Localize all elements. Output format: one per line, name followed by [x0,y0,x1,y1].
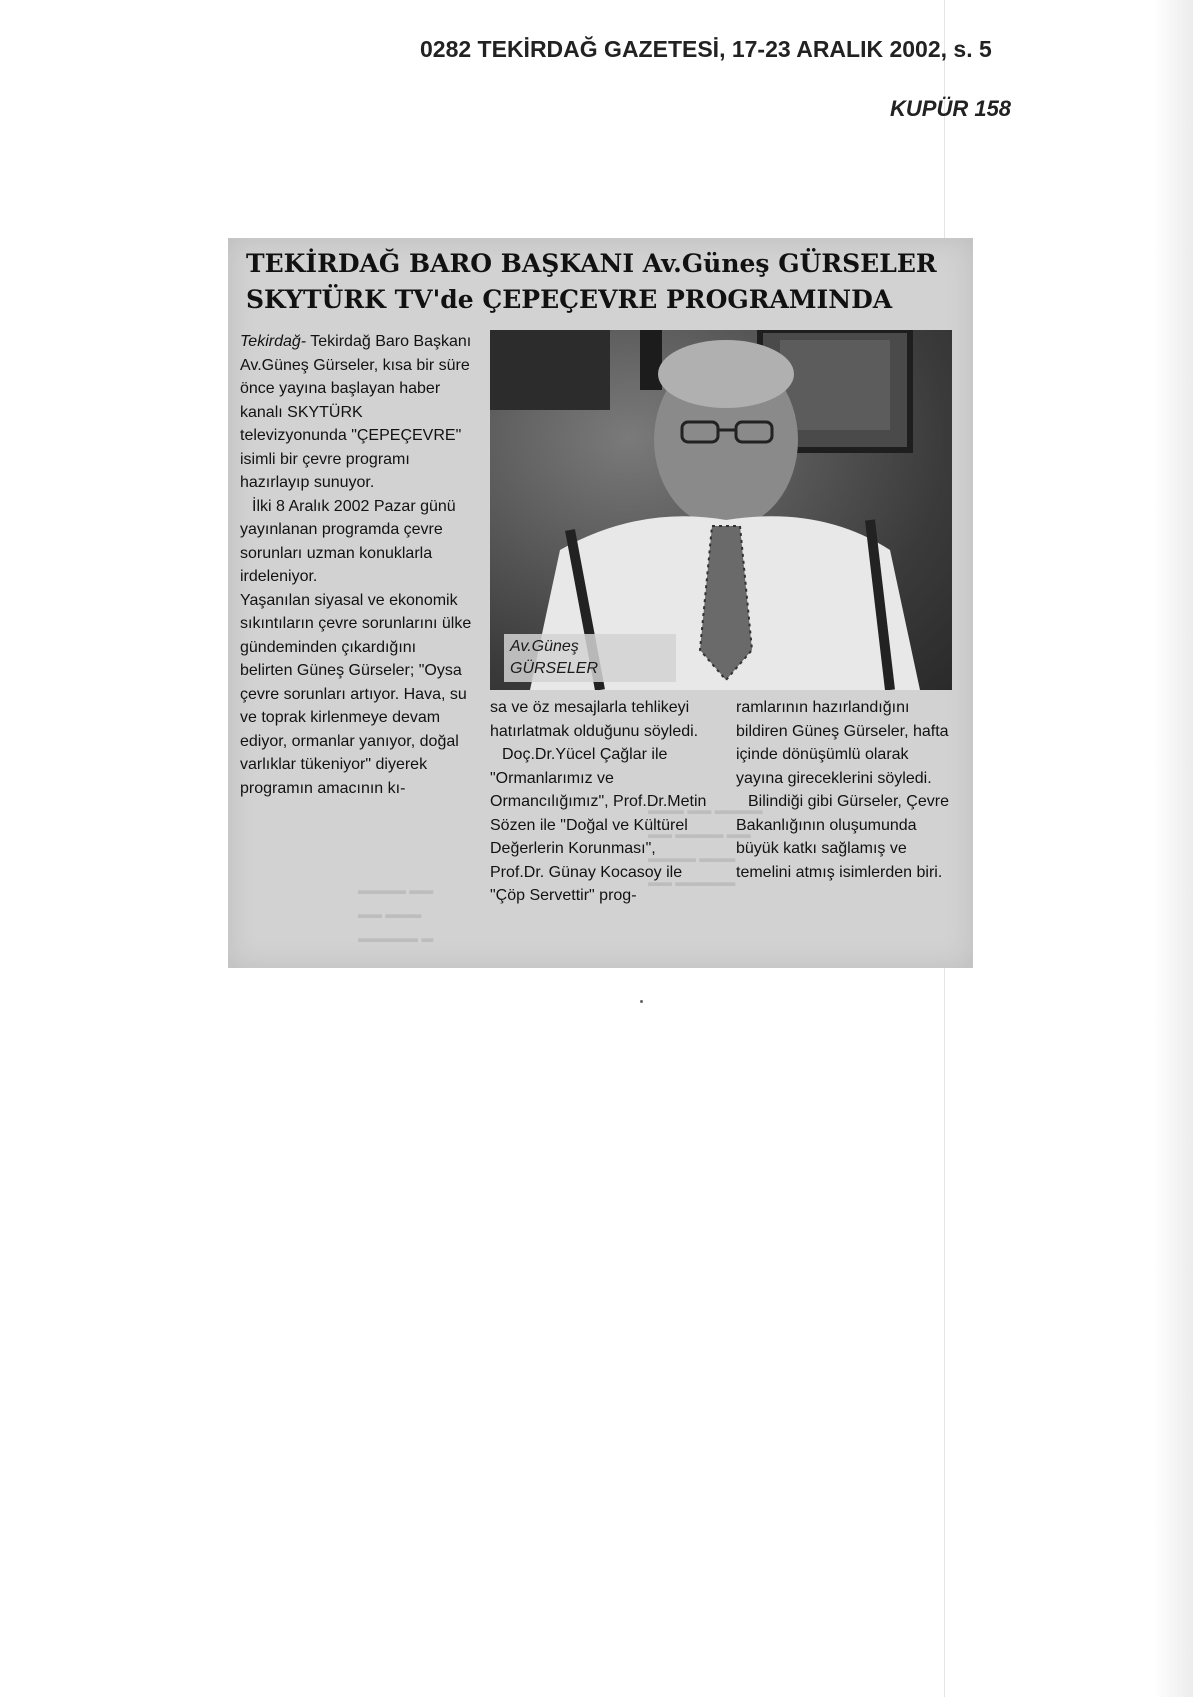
clipping-number: KUPÜR 158 [890,96,1012,121]
article-column-1 [240,330,472,800]
caption-name: GÜRSELER [510,660,599,677]
paragraph-first-broadcast: İlki 8 Aralık 2002 Pazar günü yayınlanan programda çevre sorunları uzman konuklarla irdeleniyor. [240,497,456,585]
paragraph-purpose: sa ve öz mesajlarla tehlikeyi hatırlatmak olduğunu söyledi. [490,699,699,740]
newspaper-source-line: 0282 TEKİRDAĞ GAZETESİ, 17-23 ARALIK 2002, s. 5 [420,36,992,62]
paragraph-schedule: ramlarının hazırlandığını bildiren Güneş Gürseler, hafta içinde dönüşümlü olarak yayına gireceklerini söyledi. [736,699,949,787]
paragraph-intro-text: Tekirdağ Baro Başkanı Av.Güneş Gürseler, kısa bir süre önce yayına başlayan haber kanalı SKYTÜRK televizyonunda "ÇEPEÇEVRE" isimli bir çevre programı hazırlayıp sunuyor. [240,333,472,491]
dateline: Tekirdağ- [240,333,307,350]
bleed-through-text: ▬▬▬ ▬▬ ▬▬▬▬ ▬▬ ▬▬▬▬ ▬▬ ▬▬▬▬ ▬▬▬ ▬▬ ▬▬▬▬▬ [648,803,763,889]
caption-title: Av.Güneş [510,638,579,655]
headline-line-2: SKYTÜRK TV'de ÇEPEÇEVRE PROGRAMINDA [246,285,893,314]
article-column-2 [490,696,710,908]
article-headline [246,246,966,318]
paragraph-programs: Doç.Dr.Yücel Çağlar ile "Ormanlarımız ve Ormancılığımız", Prof.Dr.Metin Sözen ile "Doğal ve Kültürel Değerlerin Korunması", Prof.Dr. Günay Kocasoy ile "Çöp Servettir" prog- [490,746,707,904]
bleed-through-text: ▬▬▬▬ ▬▬ ▬▬ ▬▬▬ ▬▬▬▬▬ ▬ [358,883,434,945]
photo-caption [504,634,676,682]
headline-line-1: TEKİRDAĞ BARO BAŞKANI Av.Güneş GÜRSELER [246,249,937,278]
paragraph-quote: Yaşanılan siyasal ve ekonomik sıkıntıların çevre sorunlarını ülke gündeminden çıkardığını belirten Güneş Gürseler; "Oysa çevre sorunları artıyor. Hava, su ve toprak kirlenmeye devam ediyor, ormanlar yanıyor, doğal varlıklar tükeniyor" diyerek programın amacının kı- [240,591,472,797]
paragraph-background: Bilindiği gibi Gürseler, Çevre Bakanlığının oluşumunda büyük katkı sağlamış ve temelini atmış isimlerden biri. [736,793,949,881]
newspaper-clipping [228,238,973,968]
scan-speck [640,1000,643,1003]
scan-edge-shadow [1153,0,1193,1697]
article-column-3 [736,696,958,884]
paragraph-intro [240,330,472,495]
